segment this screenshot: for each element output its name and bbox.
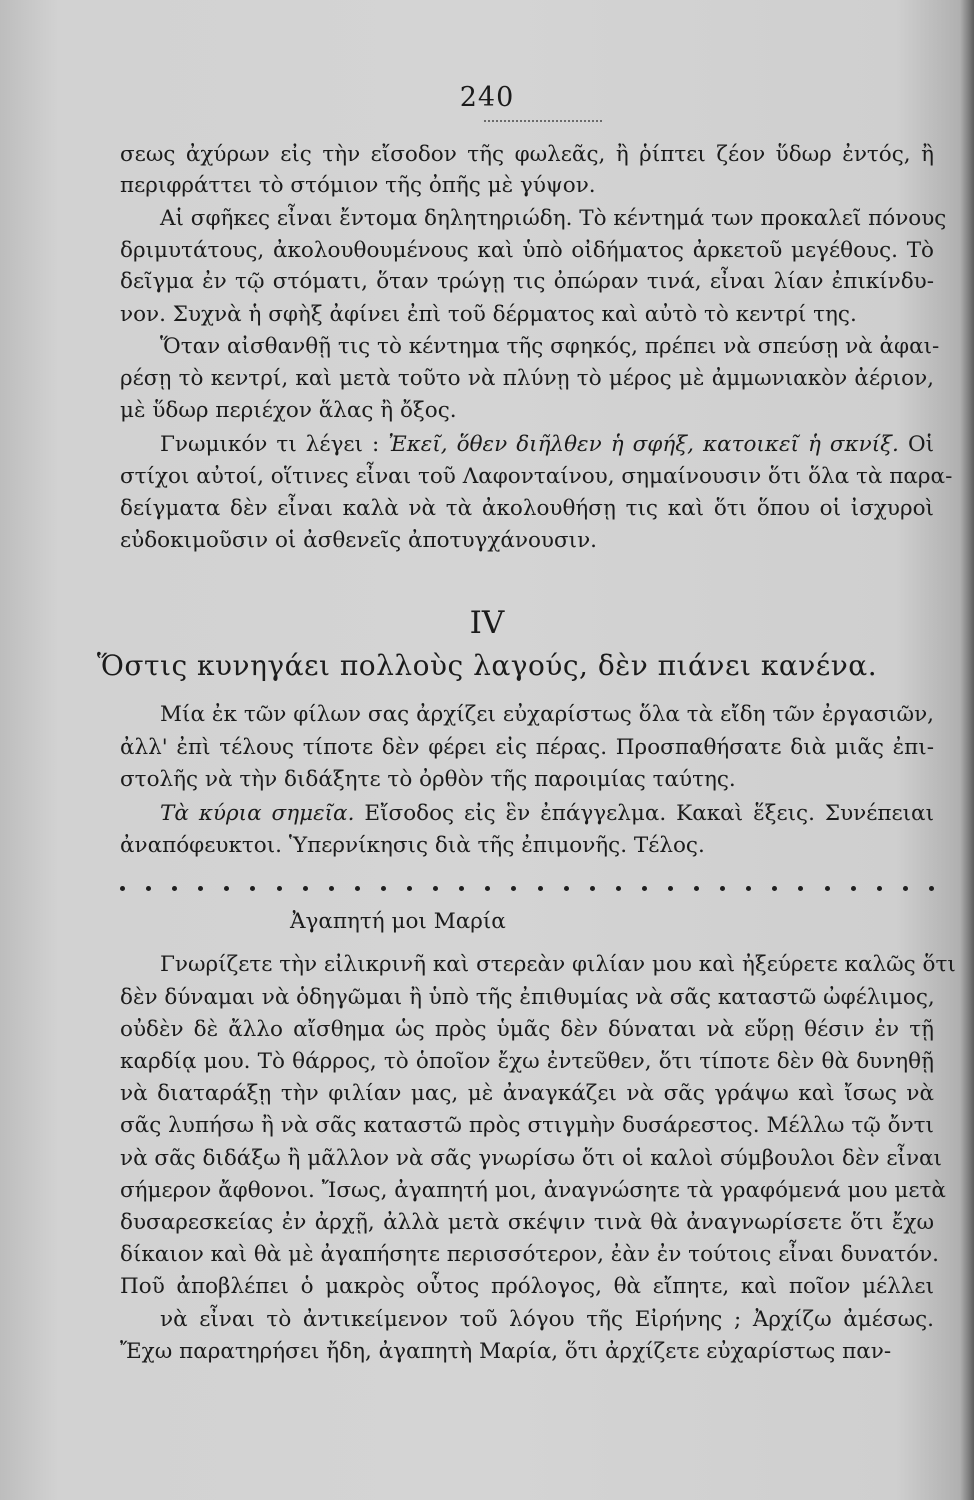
text-line: ἀναπόφευκτοι. Ὑπερνίκησις διὰ τῆς ἐπιμονῆς. Τέλος. — [120, 833, 705, 858]
text-line: σήμερον ἄφθονοι. Ἴσως, ἀγαπητή μοι, ἀναγνώσητε τὰ γραφόμενά μου μετὰ — [120, 1178, 946, 1203]
page-edge-shadow — [960, 0, 974, 1500]
text-line: Αἱ σφῆκες εἶναι ἔντομα δηλητηριώδη. Τὸ κέντημά των προκαλεῖ πόνους — [160, 206, 947, 231]
text-line: Μία ἐκ τῶν φίλων σας ἀρχίζει εὐχαρίστως ὅλα τὰ εἴδη τῶν ἐργασιῶν, — [160, 702, 934, 727]
text-line: μὲ ὕδωρ περιέχον ἅλας ἢ ὄξος. — [120, 398, 457, 423]
text-line: δυσαρεσκείας ἐν ἀρχῇ, ἀλλὰ μετὰ σκέψιν τινὰ θὰ ἀναγνωρίσετε ὅτι ἔχω — [120, 1210, 934, 1235]
text-line: Ἔχω παρατηρήσει ἤδη, ἀγαπητὴ Μαρία, ὅτι ἀρχίζετε εὐχαρίστως παν- — [120, 1339, 892, 1364]
text-line: νὰ διαταράξῃ τὴν φιλίαν μας, μὲ ἀναγκάζει νὰ σᾶς γράψω καὶ ἴσως νὰ — [120, 1081, 934, 1106]
key-points-label: Τὰ κύρια σημεῖα. — [160, 801, 355, 826]
letter-salutation: Ἀγαπητή μοι Μαρία — [290, 909, 506, 934]
text-line: στολῆς νὰ τὴν διδάξητε τὸ ὀρθὸν τῆς παροιμίας ταύτης. — [120, 767, 736, 792]
text-run: Γνωμικόν τι λέγει : — [160, 432, 380, 457]
text-line: νὰ σᾶς διδάξω ἢ μᾶλλον νὰ σᾶς γνωρίσω ὅτι οἱ καλοὶ σύμβουλοι δὲν εἶναι — [120, 1146, 942, 1171]
text-run: Εἴσοδος εἰς ἓν ἐπάγγελμα. Κακαὶ ἕξεις. Συνέπειαι — [364, 801, 935, 826]
page-number: 240 — [459, 82, 515, 113]
section-title: Ὅστις κυνηγάει πολλοὺς λαγούς, δὲν πιάνει κανένα. — [96, 649, 878, 682]
text-line: εὐδοκιμοῦσιν οἱ ἀσθενεῖς ἀποτυγχάνουσιν. — [120, 528, 598, 553]
text-line: Ὅταν αἰσθανθῇ τις τὸ κέντημα τῆς σφηκός, πρέπει νὰ σπεύσῃ νὰ ἀφαι- — [160, 334, 940, 359]
text-line: νον. Συχνὰ ἡ σφὴξ ἀφίνει ἐπὶ τοῦ δέρματος καὶ αὐτὸ τὸ κεντρί της. — [120, 302, 857, 327]
text-line: Γνωρίζετε τὴν εἰλικρινῆ καὶ στερεὰν φιλίαν μου καὶ ἠξεύρετε καλῶς ὅτι — [160, 952, 956, 977]
text-line: δείγματα δὲν εἶναι καλὰ νὰ τὰ ἀκολουθήσῃ τις καὶ ὅτι ὅπου οἱ ἰσχυροὶ — [120, 496, 934, 521]
dotted-separator — [120, 873, 934, 903]
text-line: περιφράττει τὸ στόμιον τῆς ὀπῆς μὲ γύψον. — [120, 173, 596, 198]
text-line — [160, 799, 934, 829]
text-line: σᾶς λυπήσω ἢ νὰ σᾶς καταστῶ πρὸς στιγμὴν δυσάρεστος. Μέλλω τῷ ὄντι — [120, 1113, 934, 1138]
text-line: σεως ἀχύρων εἰς τὴν εἴσοδον τῆς φωλεᾶς, ἢ ῥίπτει ζέον ὕδωρ ἐντός, ἢ — [120, 142, 934, 167]
text-line: δριμυτάτους, ἀκολουθουμένους καὶ ὑπὸ οἰδήματος ἀρκετοῦ μεγέθους. Τὸ — [120, 238, 934, 263]
section-number: IV — [469, 605, 505, 641]
text-line: στίχοι αὐτοί, οἵτινες εἶναι τοῦ Λαφονταίνου, σημαίνουσιν ὅτι ὅλα τὰ παρα- — [120, 464, 953, 489]
quotation: Ἐκεῖ, ὅθεν διῆλθεν ἡ σφήξ, κατοικεῖ ἡ σκνίξ. — [388, 432, 899, 457]
text-line: δίκαιον καὶ θὰ μὲ ἀγαπήσητε περισσότερον, ἐὰν ἐν τούτοις εἶναι δυνατόν. — [120, 1242, 940, 1267]
text-line: δὲν δύναμαι νὰ ὁδηγῶμαι ἢ ὑπὸ τῆς ἐπιθυμίας νὰ σᾶς καταστῶ ὠφέλιμος, — [120, 985, 935, 1010]
page-number-rule — [484, 120, 602, 122]
text-line: οὐδὲν δὲ ἄλλο αἴσθημα ὡς πρὸς ὑμᾶς δὲν δύναται νὰ εὕρῃ θέσιν ἐν τῇ — [120, 1017, 934, 1042]
text-line: δεῖγμα ἐν τῷ στόματι, ὅταν τρώγῃ τις ὀπώραν τινά, εἶναι λίαν ἐπικίνδυ- — [120, 269, 934, 294]
text-line: καρδίᾳ μου. Τὸ θάρρος, τὸ ὁποῖον ἔχω ἐντεῦθεν, ὅτι τίποτε δὲν θὰ δυνηθῇ — [120, 1049, 934, 1074]
text-line: Ποῦ ἀποβλέπει ὁ μακρὸς οὗτος πρόλογος, θὰ εἴπητε, καὶ ποῖον μέλλει — [120, 1274, 934, 1299]
text-run: Οἱ — [907, 432, 934, 457]
text-line: ἀλλ' ἐπὶ τέλους τίποτε δὲν φέρει εἰς πέρας. Προσπαθήσατε διὰ μιᾶς ἐπι- — [120, 735, 934, 760]
text-line: ρέσῃ τὸ κεντρί, καὶ μετὰ τοῦτο νὰ πλύνῃ τὸ μέρος μὲ ἀμμωνιακὸν ἀέριον, — [120, 366, 934, 391]
text-line — [160, 430, 934, 460]
text-line: νὰ εἶναι τὸ ἀντικείμενον τοῦ λόγου τῆς Εἰρήνης ; Ἀρχίζω ἀμέσως. — [160, 1307, 934, 1332]
